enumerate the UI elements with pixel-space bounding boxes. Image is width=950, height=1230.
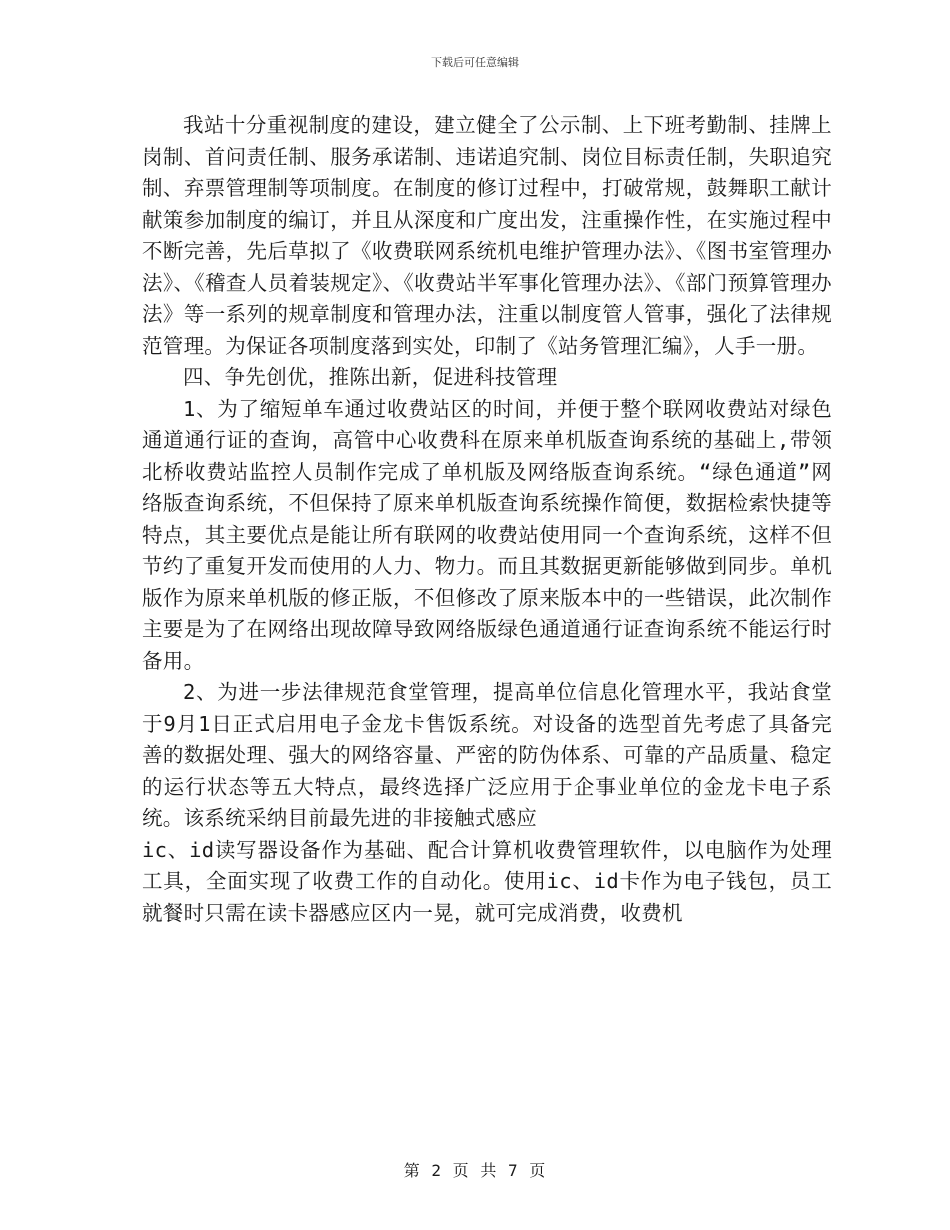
paragraph-institution-building: 我站十分重视制度的建设，建立健全了公示制、上下班考勤制、挂牌上岗制、首问责任制、服务承诺制、违诺追究制、岗位目标责任制，失职追究制、弃票管理制等项制度。在制度的修订过程中，打破常规，鼓舞职工献计献策参加制度的编订，并且从深度和广度出发，注重操作性，在实施过程中不断完善，先后草拟了《收费联网系统机电维护管理办法》、《图书室管理办法》、《稽查人员着装规定》、《收费站半军事化管理办法》、《部门预算管理办法》等一系列的规章制度和管理办法，注重以制度管人管事，强化了法律规范管理。为保证各项制度落到实处，印制了《站务管理汇编》，人手一册。	[142, 113, 832, 358]
paragraph-canteen-card-continued: ic、id读写器设备作为基础、配合计算机收费管理软件，以电脑作为处理工具，全面实现了收费工作的自动化。使用ic、id卡作为电子钱包，员工就餐时只需在读卡器感应区内一晃，就可完成消费，收费机	[142, 837, 832, 925]
paragraph-query-system: 1、为了缩短单车通过收费站区的时间，并便于整个联网收费站对绿色通道通行证的查询，高管中心收费科在原来单机版查询系统的基础上,带领北桥收费站监控人员制作完成了单机版及网络版查询系统。“绿色通道”网络版查询系统，不但保持了原来单机版查询系统操作简便，数据检索快捷等特点，其主要优点是能让所有联网的收费站使用同一个查询系统，这样不但节约了重复开发而使用的人力、物力。而且其数据更新能够做到同步。单机版作为原来单机版的修正版，不但修改了原来版本中的一些错误，此次制作主要是为了在网络出现故障导致网络版绿色通道通行证查询系统不能运行时备用。	[142, 396, 832, 673]
section-heading: 四、争先创优，推陈出新，促进科技管理	[183, 365, 558, 389]
document-body	[142, 110, 832, 929]
page-header: 下载后可任意编辑	[431, 56, 519, 69]
page-number: 第 2 页 共 7 页	[403, 1161, 547, 1180]
paragraph-canteen-card: 2、为进一步法律规范食堂管理，提高单位信息化管理水平，我站食堂于9月1日正式启用电子金龙卡售饭系统。对设备的选型首先考虑了具备完善的数据处理、强大的网络容量、严密的防伪体系、可靠的产品质量、稳定的运行状态等五大特点，最终选择广泛应用于企事业单位的金龙卡电子系统。该系统采纳目前最先进的非接触式感应	[142, 680, 832, 830]
